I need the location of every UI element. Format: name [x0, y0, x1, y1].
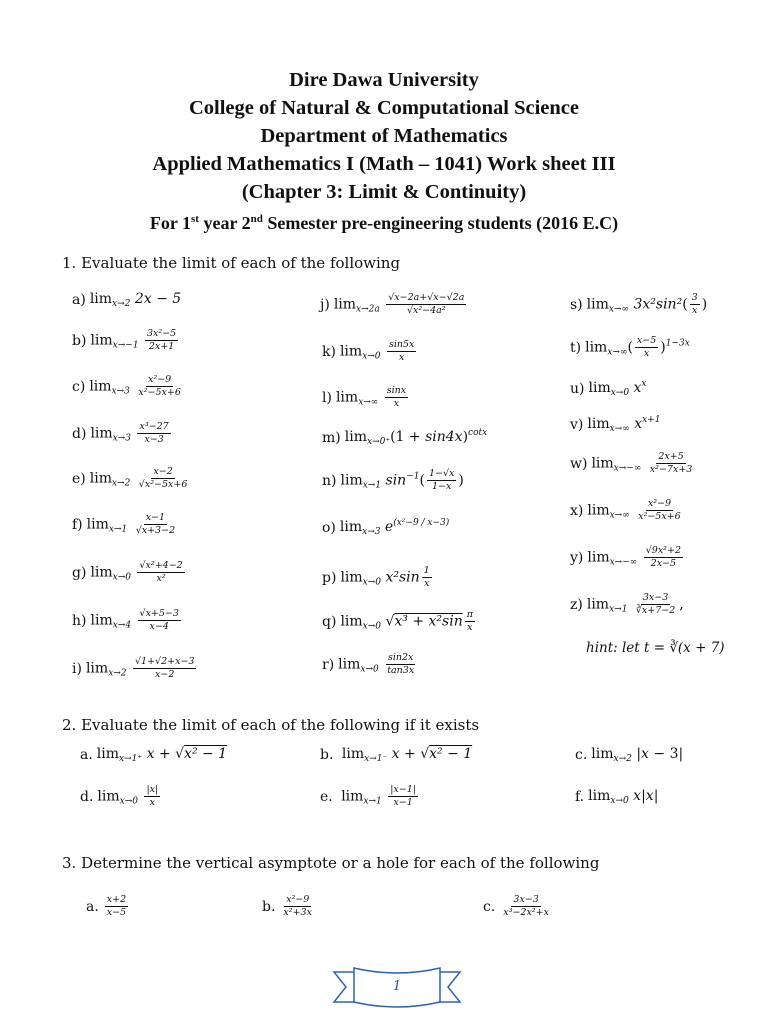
q1-item-f: f) $\lim_{x\to 1}$ $\frac{x-1}{√x+3-2}$ [72, 512, 176, 536]
q1-item-m: m) $\lim_{x\to 0^+}(1 + \sin 4x)^{cotx}$ [322, 428, 488, 447]
q1-item-s: s) $\lim_{x\to\infty} 3x^2\sin^2$( $\frac{3}{x}$ ) [570, 292, 708, 316]
q1-item-h: h) $\lim_{x\to 4}$ $\frac{√x+5-3}{x-4}$ [72, 608, 179, 632]
question-2-prompt: 2. Evaluate the limit of each of the following if it exists [62, 716, 480, 734]
q1-item-a: a) $\lim_{x\to 2} 2x - 5$ [72, 291, 182, 309]
q1-item-c: c) $\lim_{x\to 3}$ $\frac{\text{x²−9}}{\text{x²−5x+6}}$ [72, 374, 181, 398]
audience-line: For 1st year 2nd Semester pre-engineering students (2016 E.C) [149, 213, 619, 233]
chapter-title: (Chapter 3: Limit & Continuity) [241, 181, 527, 203]
q1-item-z: z) $\lim_{x\to 1}$ $\frac{3x-3}{∛x+7-2}$ , [570, 592, 684, 616]
q1-item-t: t) $\lim_{x\to\infty}$( $\frac{x-5}{x}$ )$^{1-3x}$ [570, 335, 690, 359]
q1-item-u: u) $\lim_{x\to 0} x^x$ [570, 379, 647, 398]
q1-item-e: e) $\lim_{x\to 2}$ $\frac{x-2}{\text{√x²−5x+6}}$ [72, 466, 188, 490]
q1-item-d: d) $\lim_{x\to 3}$ $\frac{\text{x³−27}}{x-3}$ [72, 421, 169, 445]
worksheet-header [0, 66, 768, 236]
q3-item-b: b. $\frac{\text{x²−9}}{\text{x²+3x}}$ [262, 894, 312, 918]
q1-item-j: j) $\lim_{x\to 2a}$ $\frac{√x-2a+√x-√2a}{\text{√x²−4a²}}$ [320, 292, 465, 316]
q1-item-q: q) $\lim_{x\to 0} √x^3 + x^2\sin$ $\frac{\pi}{x}$ [322, 609, 473, 633]
q1-item-p: p) $\lim_{x\to 0} x^2\sin$ $\frac{1}{x}$ [322, 565, 430, 589]
q2-item-f: f. $\lim_{x\to 0} x|x|$ [575, 788, 659, 806]
q2-item-c: c. $\lim_{x\to 2} |x - 3|$ [575, 746, 684, 764]
q1-item-x: x) $\lim_{x\to\infty}$ $\frac{\text{x²−9}}{\text{x²−5x+6}}$ [570, 498, 681, 522]
q1-item-r: r) $\lim_{x\to 0}$ $\frac{\sin 2x}{\tan 3x}$ [322, 652, 415, 676]
question-1-prompt: 1. Evaluate the limit of each of the following [62, 254, 401, 272]
q1-item-v: v) $\lim_{x\to\infty} x^{x+1}$ [570, 415, 661, 434]
q1-item-o: o) $\lim_{x\to 3} e^{(x^2-9 / x-3)}$ [322, 518, 450, 537]
college-name: College of Natural & Computational Science [188, 97, 580, 119]
university-name: Dire Dawa University [289, 69, 479, 91]
q1-item-g: g) $\lim_{x\to 0}$ $\frac{\text{√x²+4−2}}{\text{x²}}$ [72, 560, 183, 584]
q1-item-l: l) $\lim_{x\to\infty}$ $\frac{\sin x}{x}$ [322, 385, 407, 409]
q3-item-a: a. $\frac{x+2}{x-5}$ [86, 894, 127, 918]
q1-item-i: i) $\lim_{x\to 2}$ $\frac{√1+√2+x-3}{x-2}$ [72, 656, 195, 680]
page-number: 1 [392, 979, 402, 994]
q1-item-b: b) $\lim_{x\to-1}$ $\frac{\text{3x²−5}}{2x+1}$ [72, 328, 177, 352]
q2-item-a: a. $\lim_{x\to 1^+} x + √x^2 - 1$ [80, 746, 228, 764]
q1-item-k: k) $\lim_{x\to 0}$ $\frac{\sin 5x}{x}$ [322, 339, 415, 363]
course-title: Applied Mathematics I (Math – 1041) Work sheet III [152, 153, 616, 175]
q1-item-n: n) $\lim_{x\to 1} \sin^{-1}$( $\frac{1-√x}{1-x}$ ) [322, 468, 464, 492]
page-number-ribbon [332, 964, 462, 1010]
q3-item-c: c. $\frac{3x-3}{\text{x³−2x²+x}}$ [483, 894, 549, 918]
q1-item-w: w) $\lim_{x\to-\infty}$ $\frac{2x+5}{\text{x²−7x+3}}$ [570, 451, 693, 475]
q2-item-b: b. $\lim_{x\to 1^-} x + √x^2 - 1$ [320, 746, 473, 764]
q2-item-d: d. $\lim_{x\to 0}$ $\frac{|x|}{x}$ [80, 784, 159, 808]
department-name: Department of Mathematics [260, 125, 508, 147]
question-3-prompt: 3. Determine the vertical asymptote or a hole for each of the following [62, 854, 600, 872]
q1-hint: hint: let t = ∛(x + 7) [586, 640, 725, 656]
q2-item-e: e. $\lim_{x\to 1}$ $\frac{|x-1|}{x-1}$ [320, 784, 416, 808]
q1-item-y: y) $\lim_{x\to-\infty}$ $\frac{\text{√9x²+2}}{2x-5}$ [570, 545, 681, 569]
